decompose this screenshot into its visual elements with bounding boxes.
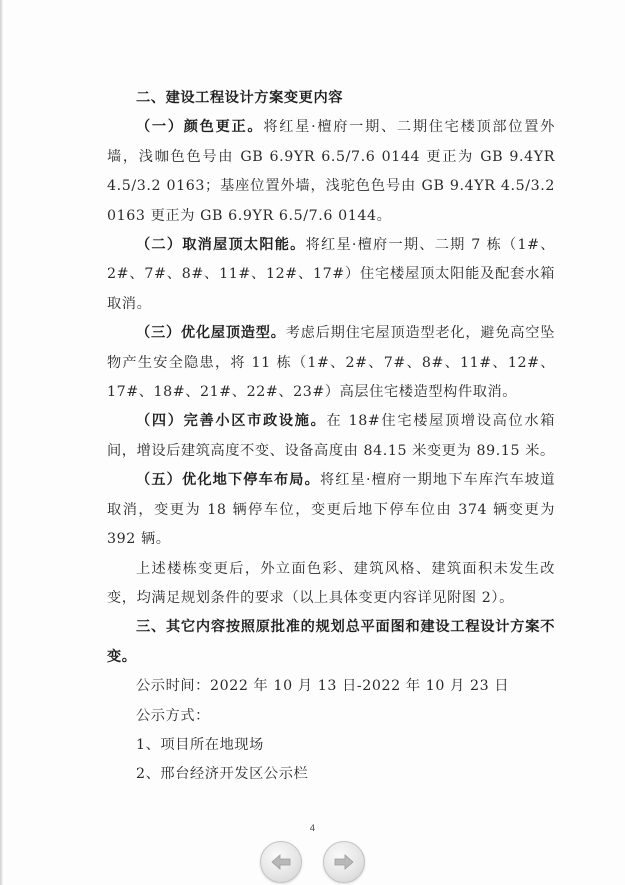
page-number: 4 <box>309 824 316 834</box>
arrow-left-icon <box>269 850 293 874</box>
section-2-title: 二、建设工程设计方案变更内容 <box>136 90 344 106</box>
item-4-label: （四）完善小区市政设施。 <box>136 413 327 430</box>
item-4-paragraph <box>107 407 555 466</box>
item-4-text: 在 18#住宅楼屋顶增设高位水箱间，增设后建筑高度不变、设备高度由 84.15 米变更为 89.15 米。 <box>107 413 555 459</box>
summary-paragraph: 上述楼栋变更后，外立面色彩、建筑风格、建筑面积未发生改变，均满足规划条件的要求（以上具体变更内容详见附图 2）。 <box>107 560 555 606</box>
section-3-title: 三、其它内容按照原批准的规划总平面图和建设工程设计方案不变。 <box>107 619 555 665</box>
item-2-text: 将红星·檀府一期、二期 7 栋（1#、2#、7#、8#、11#、12#、17#）住宅楼屋顶太阳能及配套水箱取消。 <box>107 237 556 312</box>
item-1-paragraph <box>107 113 555 231</box>
previous-page-button[interactable] <box>260 841 302 883</box>
item-5-paragraph <box>107 466 555 554</box>
item-2-label: （二）取消屋顶太阳能。 <box>136 237 306 254</box>
document-body <box>107 84 555 790</box>
item-3-paragraph <box>107 319 555 407</box>
item-5-label: （五）优化地下停车布局。 <box>136 472 320 489</box>
arrow-right-icon <box>332 850 356 874</box>
notice-time: 公示时间：2022 年 10 月 13 日-2022 年 10 月 23 日 <box>136 678 510 695</box>
next-page-button[interactable] <box>323 841 365 883</box>
notice-method-2: 2、邢台经济开发区公示栏 <box>136 766 309 783</box>
item-2-paragraph <box>107 231 555 319</box>
item-5-text: 将红星·檀府一期地下车库汽车坡道取消，变更为 18 辆停车位，变更后地下停车位由 374 辆变更为 392 辆。 <box>107 472 555 548</box>
notice-method-label: 公示方式： <box>136 707 210 724</box>
item-1-label: （一）颜色更正。 <box>136 119 264 136</box>
item-3-text: 考虑后期住宅屋顶造型老化，避免高空坠物产生安全隐患，将 11 栋（1#、2#、7#、8#、11#、12#、17#、18#、21#、22#、23#）高层住宅楼造型构件取消。 <box>107 325 555 401</box>
item-3-label: （三）优化屋顶造型。 <box>136 325 286 342</box>
notice-method-1: 1、项目所在地现场 <box>136 736 264 753</box>
scan-edge <box>0 0 3 885</box>
item-1-text: 将红星·檀府一期、二期住宅楼顶部位置外墙，浅咖色色号由 GB 6.9YR 6.5/7.6 0144 更正为 GB 9.4YR 4.5/3.2 0163；基座位置外墙，浅驼色色号由 GB 9.4YR 4.5/3.2 0163 更正为 GB 6.9YR 6.5/7.6 0144。 <box>107 119 555 224</box>
